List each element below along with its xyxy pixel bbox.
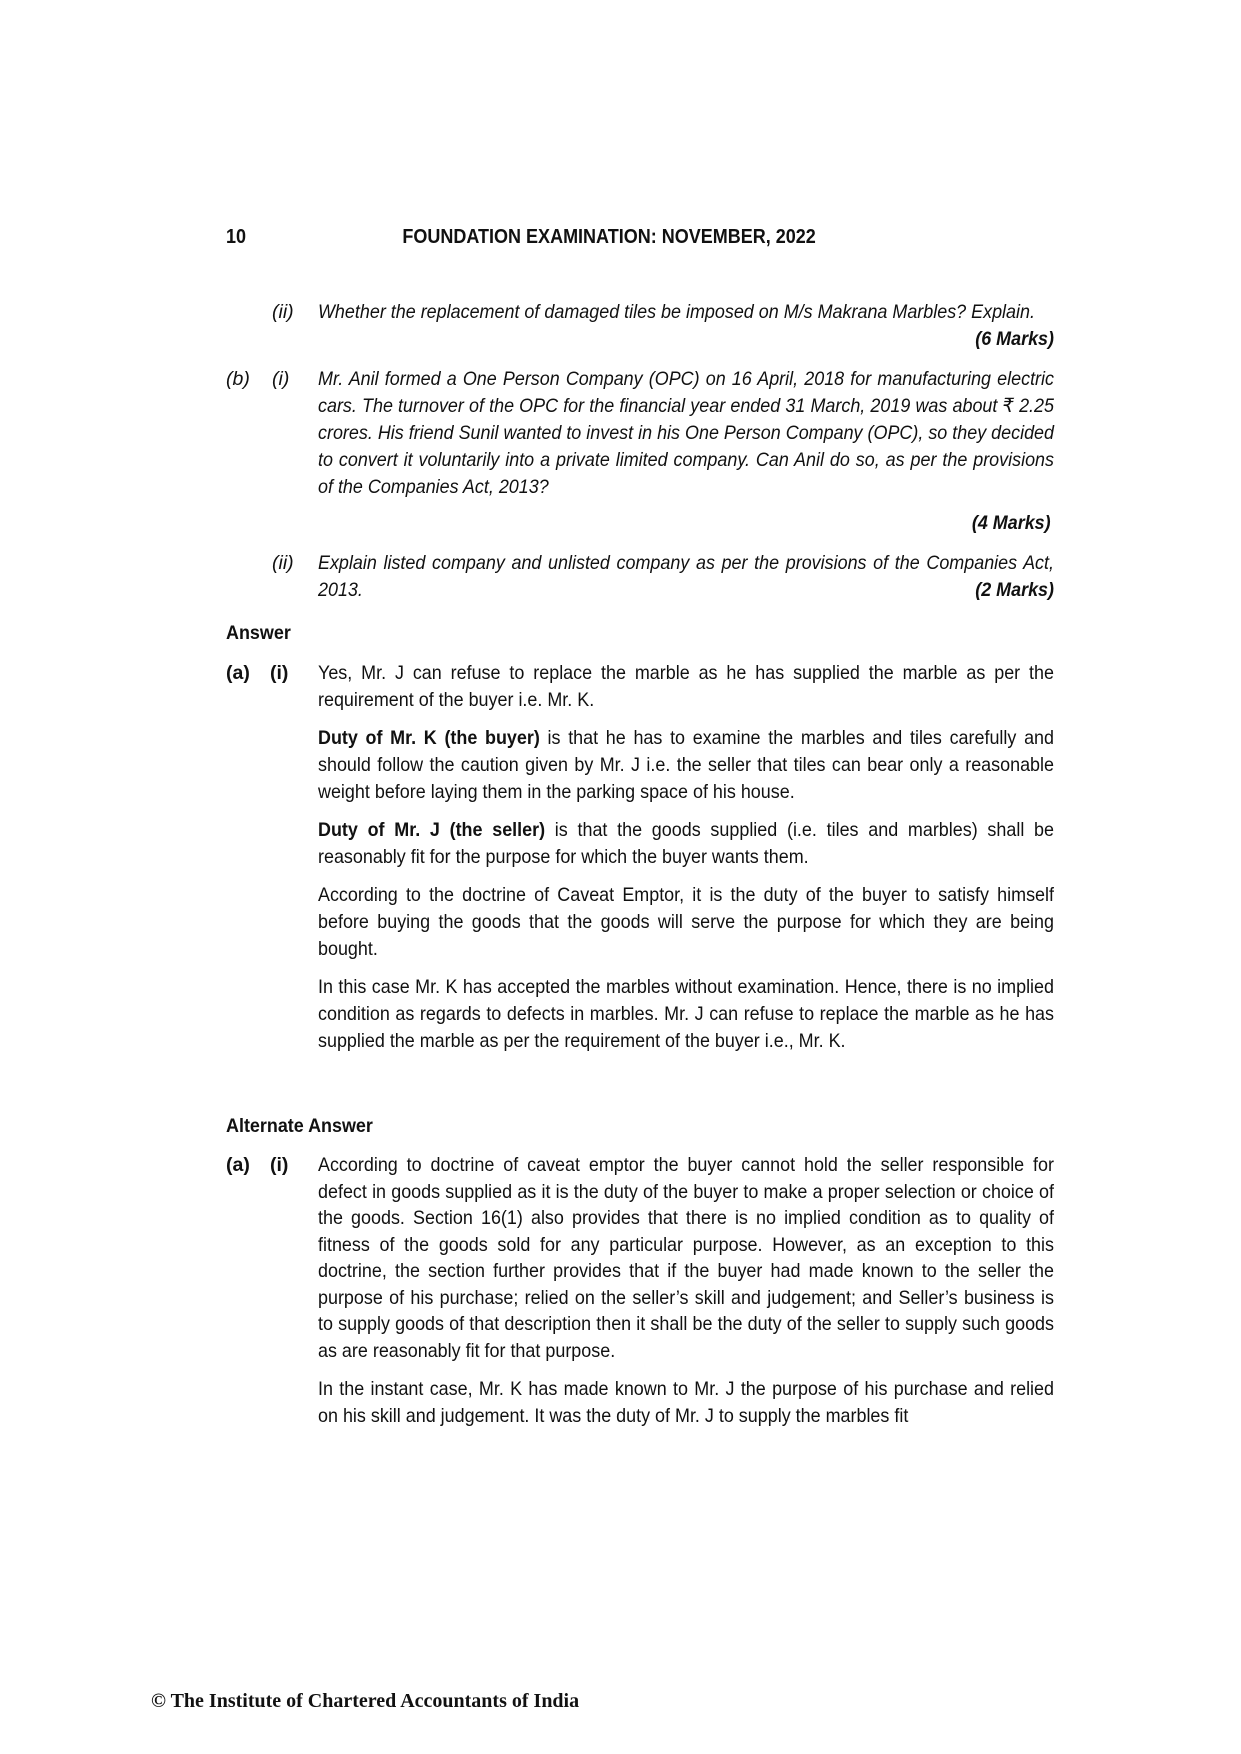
question-b-ii — [226, 550, 1056, 606]
question-marks: (4 Marks) — [972, 512, 1051, 534]
answer-paragraph: Yes, Mr. J can refuse to replace the marble as he has supplied the marble as per the requirement of the buyer i.e. Mr. K. — [318, 662, 1054, 711]
alternate-answer-heading: Alternate Answer — [226, 1115, 373, 1137]
page-title: FOUNDATION EXAMINATION: NOVEMBER, 2022 — [402, 226, 816, 248]
paragraph-text: is that he has to examine the marbles and tiles carefully and should follow the caution given by Mr. J i.e. the seller that tiles can bear only a reasonable weight before laying them in the parking space of his house. — [318, 727, 1054, 803]
answer-paragraph — [318, 725, 1054, 806]
bold-term: Duty of Mr. K (the buyer) — [318, 727, 540, 749]
footer-copyright: © The Institute of Chartered Accountants of India — [151, 1690, 580, 1712]
answer-label: (i) — [270, 1154, 289, 1176]
question-label: (ii) — [272, 301, 294, 323]
answer-part-label: (a) — [226, 1154, 250, 1176]
question-text — [318, 299, 1054, 353]
answer-paragraph: In this case Mr. K has accepted the marbles without examination. Hence, there is no implied condition as regards to defects in marbles. Mr. J can refuse to replace the marble as he has supplied the marble as per the requirement of the buyer i.e., Mr. K. — [318, 976, 1054, 1052]
question-text: Mr. Anil formed a One Person Company (OPC) on 16 April, 2018 for manufacturing electric cars. The turnover of the OPC for the financial year ended 31 March, 2019 was about ₹ 2.25 crores. His friend Sunil wanted to invest in his One Person Company (OPC), so they decided to convert it voluntarily into a private limited company. Can Anil do so, as per the provisions of the Companies Act, 2013? — [318, 368, 1054, 498]
question-label: (ii) — [272, 552, 294, 574]
question-body: Whether the replacement of damaged tiles be imposed on M/s Makrana Marbles? Explain. — [318, 301, 1035, 323]
page-number: 10 — [226, 226, 247, 248]
answer-body — [318, 660, 1054, 1055]
question-marks: (6 Marks) — [975, 328, 1054, 350]
question-label: (i) — [272, 368, 290, 390]
question-a-ii — [226, 299, 1056, 355]
page-header — [226, 226, 1046, 254]
answer-paragraph: According to doctrine of caveat emptor the buyer cannot hold the seller responsible for defect in goods supplied as it is the duty of the buyer to make a proper selection or choice of the goods. Section 16(1) also provides that there is no implied condition as to quality of fitness of the goods sold for any particular purpose. However, as an exception to this doctrine, the section further provides that if the buyer had made known to the seller the purpose of his purchase; relied on the seller’s skill and judgement; and Seller’s business is to supply goods of that description then it shall be the duty of the seller to supply such goods as are reasonably fit for that purpose. — [318, 1154, 1054, 1362]
answer-paragraph — [318, 817, 1054, 871]
paragraph-text: is that the goods supplied (i.e. tiles and marbles) shall be reasonably fit for the purpose for which the buyer wants them. — [318, 819, 1054, 868]
question-text — [318, 550, 1054, 604]
answer-label: (i) — [270, 662, 289, 684]
answer-paragraph: In the instant case, Mr. K has made known to Mr. J the purpose of his purchase and relied on his skill and judgement. It was the duty of Mr. J to supply the marbles fit — [318, 1378, 1054, 1427]
question-part-label: (b) — [226, 368, 250, 390]
answer-part-label: (a) — [226, 662, 250, 684]
question-body: Explain listed company and unlisted company as per the provisions of the Companies Act, 2013. — [318, 552, 1054, 601]
question-marks: (2 Marks) — [975, 579, 1054, 601]
answer-paragraph: According to the doctrine of Caveat Emptor, it is the duty of the buyer to satisfy himself before buying the goods that the goods will serve the purpose for which they are being bought. — [318, 884, 1054, 960]
answer-heading: Answer — [226, 622, 291, 644]
bold-term: Duty of Mr. J (the seller) — [318, 819, 546, 841]
question-b-i — [226, 366, 1056, 506]
answer-body — [318, 1152, 1054, 1430]
